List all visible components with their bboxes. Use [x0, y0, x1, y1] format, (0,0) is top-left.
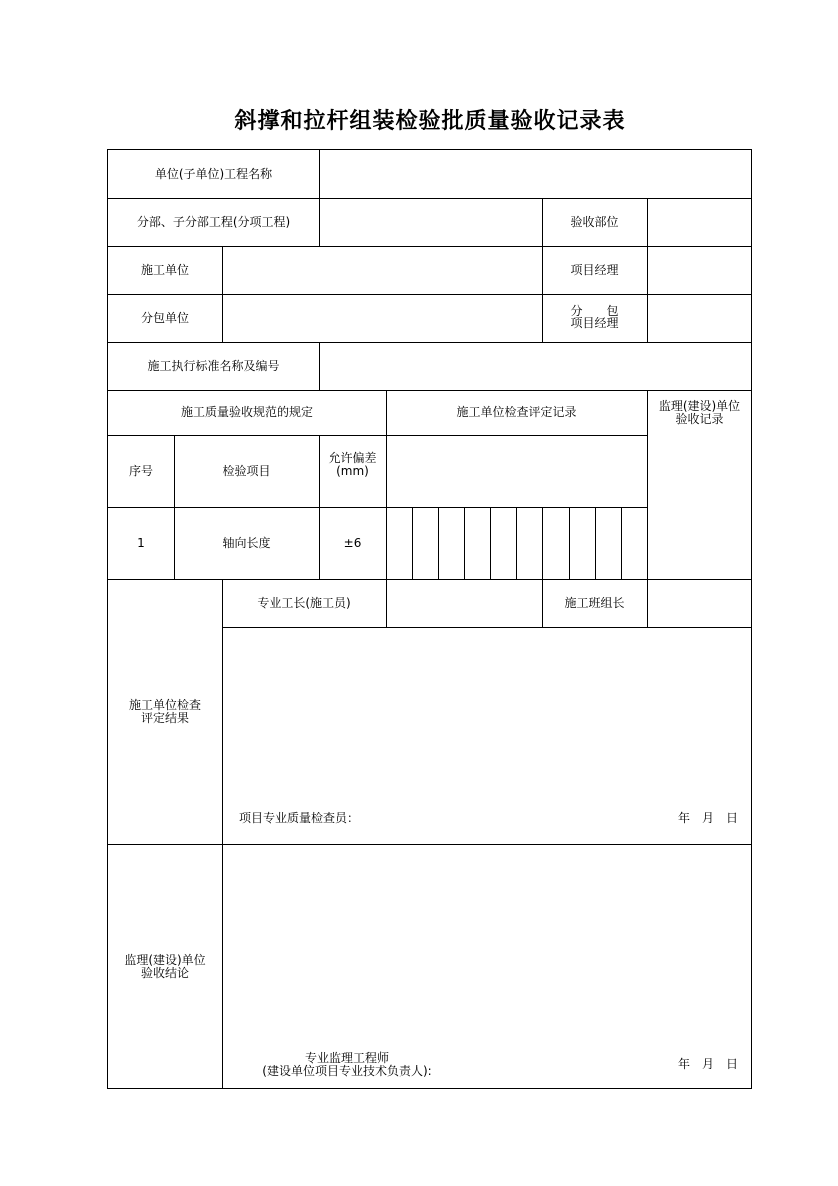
- acceptance-form-table: [107, 149, 752, 1089]
- date-1: 年 月 日: [677, 810, 738, 825]
- standard-field[interactable]: [320, 342, 752, 390]
- acceptance-part-label: 验收部位: [570, 214, 619, 229]
- grid-line: [490, 507, 491, 579]
- grid-line: [542, 507, 543, 579]
- team-leader-field[interactable]: [648, 579, 752, 627]
- spec-header: 施工质量验收规范的规定: [180, 405, 313, 419]
- division-label: 分部、子分部工程(分项工程): [136, 214, 291, 229]
- sub-project-manager-field[interactable]: [648, 294, 752, 342]
- supervision-record-field[interactable]: [648, 435, 752, 579]
- grid-line: [412, 507, 413, 579]
- supervision-conclusion-label: 监理(建设)单位 验收结论: [124, 952, 206, 980]
- contractor-field[interactable]: [223, 246, 542, 294]
- grid-line: [222, 579, 223, 1089]
- grid-line: [621, 507, 622, 579]
- grid-line: [386, 435, 387, 579]
- sub-project-manager-label-top: 分 包: [570, 304, 619, 318]
- item-seq: 1: [137, 535, 145, 550]
- subcontractor-label: 分包单位: [140, 310, 189, 325]
- form-title: 斜撑和拉杆组装检验批质量验收记录表: [234, 108, 626, 134]
- sub-project-manager-label-bottom: 项目经理: [570, 316, 619, 330]
- project-manager-label: 项目经理: [570, 262, 619, 277]
- foreman-label: 专业工长(施工员): [257, 595, 351, 610]
- grid-line: [595, 507, 596, 579]
- contractor-result-label: 施工单位检查 评定结果: [128, 697, 201, 725]
- project-name-field[interactable]: [320, 150, 752, 198]
- project-name-label: 单位(子单位)工程名称: [154, 166, 273, 181]
- acceptance-part-field[interactable]: [648, 198, 752, 246]
- standard-label: 施工执行标准名称及编号: [147, 358, 280, 373]
- date-2: 年 月 日: [677, 1056, 738, 1071]
- seq-header: 序号: [128, 463, 153, 478]
- grid-line: [222, 627, 752, 628]
- qc-inspector-label: 项目专业质量检查员：: [239, 810, 360, 825]
- grid-line: [516, 507, 517, 579]
- team-leader-label: 施工班组长: [564, 595, 625, 610]
- grid-line: [438, 507, 439, 579]
- subcontractor-field[interactable]: [223, 294, 542, 342]
- item-header: 检验项目: [222, 463, 271, 478]
- division-field[interactable]: [320, 198, 542, 246]
- supervision-record-header: 监理(建设)单位 验收记录: [658, 398, 741, 426]
- grid-line: [569, 507, 570, 579]
- foreman-field[interactable]: [387, 579, 542, 627]
- tolerance-header: 允许偏差 (mm): [328, 451, 377, 478]
- item-name: 轴向长度: [222, 535, 271, 550]
- grid-line: [464, 507, 465, 579]
- contractor-label: 施工单位: [140, 262, 189, 277]
- item-tolerance: ±6: [343, 535, 362, 550]
- engineer-label: 专业监理工程师 (建设单位项目专业技术负责人):: [262, 1051, 432, 1078]
- project-manager-field[interactable]: [648, 246, 752, 294]
- contractor-record-header: 施工单位检查评定记录: [456, 405, 577, 419]
